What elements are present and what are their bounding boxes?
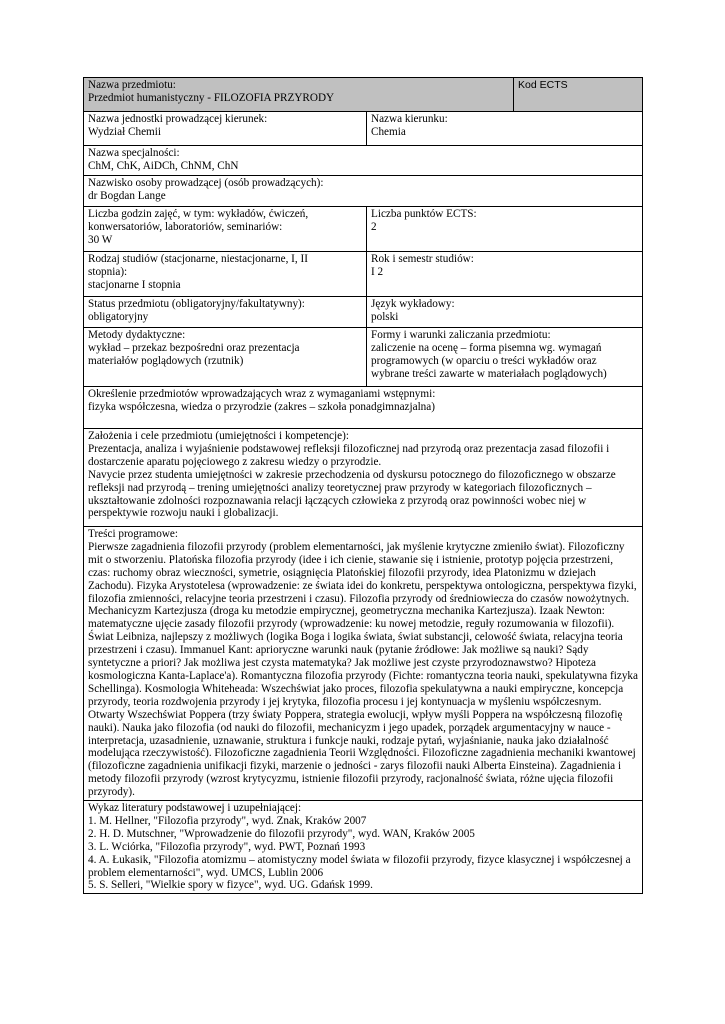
ects-code-label: Kod ECTS [518,79,568,91]
language-label: Język wykładowy: [371,298,455,310]
hours-label-line2: konwersatoriów, laboratoriów, seminariów: [88,220,283,233]
goals-paragraph-2: Navycie przez studenta umiejętności w zakresie przechodzenia od dyskursu potocznego do filozoficznego w obszarze refleksji nad przyrodą – trening umiejętności analizy teoretycznej praw przyrody w kategoriach filozoficznych – ukształtowanie zdolności rozpoznawania relacji łączących człowieka z przyrodą oraz powinności wobec niej w perspektywie rozwoju nauki i globalizacji. [88,468,616,520]
row-unit [84,112,643,146]
assessment-label: Formy i warunki zaliczania przedmiotu: [371,329,551,341]
year-semester-label: Rok i semestr studiów: [371,253,474,265]
subject-label: Nazwa przedmiotu: [88,79,176,91]
methods-label: Metody dydaktyczne: [88,329,186,341]
study-type-cell [84,252,367,297]
row-study-type [84,252,643,297]
lecturer-label: Nazwisko osoby prowadzącej (osób prowadzących): [88,177,324,189]
assessment-line2: programowych (w oparciu o treści wykładów oraz [371,354,597,367]
study-type-value: stacjonarne I stopnia [88,278,181,291]
prerequisites-value: fizyka współczesna, wiedza o przyrodzie (zakres – szkoła ponadgimnazjalna) [88,400,435,413]
ects-points-label: Liczba punktów ECTS: [371,208,477,220]
goals-paragraph-1: Prezentacja, analiza i wyjaśnienie podstawowej refleksji filozoficznej nad przyrodą oraz prezentacja zasad filozofii i dostarczenie aparatu pojęciowego z zakresu wiedzy o przyrodzie. [88,442,610,468]
literature-label: Wykaz literatury podstawowej i uzupełniającej: [88,802,302,815]
syllabus-table [83,77,643,894]
specialties-cell [84,146,643,176]
lecturer-value: dr Bogdan Lange [88,189,166,202]
ects-code-cell [514,78,643,112]
year-semester-value: I 2 [371,265,384,278]
course-syllabus [83,77,642,894]
lecturer-cell [84,176,643,207]
study-type-label-line1: Rodzaj studiów (stacjonarne, niestacjonarne, I, II [88,253,308,265]
methods-line2: materiałów poglądowych (rzutnik) [88,354,244,367]
literature-cell [84,801,643,894]
status-cell [84,297,367,328]
language-value: polski [371,310,399,323]
subject-cell [84,78,514,112]
hours-label-line1: Liczba godzin zajęć, w tym: wykładów, ćwiczeń, [88,208,309,220]
literature-item: 4. A. Łukasik, "Filozofia atomizmu – atomistyczny model świata w filozofii przyrody, fizyce klasycznej i współczesnej a problem elementarności", wyd. UMCS, Lublin 2006 [88,853,631,879]
methods-line1: wykład – przekaz bezpośredni oraz prezentacja [88,341,300,354]
row-literature [84,801,643,894]
assessment-cell [367,328,643,387]
literature-item: 3. L. Wciórka, "Filozofia przyrody", wyd. PWT, Poznań 1993 [88,840,366,853]
methods-cell [84,328,367,387]
row-lecturer [84,176,643,207]
ects-points-cell [367,207,643,252]
row-specialties [84,146,643,176]
content-label: Treści programowe: [88,528,179,540]
literature-item: 5. S. Selleri, "Wielkie spory w fizyce", wyd. UG. Gdańsk 1999. [88,879,373,892]
goals-label: Założenia i cele przedmiotu (umiejętności i kompetencje): [88,430,349,442]
literature-item: 2. H. D. Mutschner, "Wprowadzenie do filozofii przyrody", wyd. WAN, Kraków 2005 [88,827,475,840]
hours-value: 30 W [88,233,113,246]
row-status [84,297,643,328]
unit-value: Wydział Chemii [88,125,161,138]
field-label: Nazwa kierunku: [371,113,448,125]
ects-points-value: 2 [371,220,377,233]
field-cell [367,112,643,146]
row-content [84,527,643,801]
hours-cell [84,207,367,252]
year-semester-cell [367,252,643,297]
subject-value: Przedmiot humanistyczny - FILOZOFIA PRZYRODY [88,91,335,104]
specialties-label: Nazwa specjalności: [88,147,180,159]
literature-item: 1. M. Hellner, "Filozofia przyrody", wyd. Znak, Kraków 2007 [88,814,367,827]
assessment-line1: zaliczenie na ocenę – forma pisemna wg. wymagań [371,341,602,354]
field-value: Chemia [371,125,406,138]
row-methods [84,328,643,387]
content-cell [84,527,643,801]
row-subject [84,78,643,112]
row-goals [84,429,643,527]
prerequisites-cell [84,387,643,429]
study-type-label-line2: stopnia): [88,265,128,278]
unit-label: Nazwa jednostki prowadzącej kierunek: [88,113,268,125]
row-prerequisites [84,387,643,429]
row-hours [84,207,643,252]
content-text: Pierwsze zagadnienia filozofii przyrody (problem elementarności, jak myślenie krytyczne zmieniło świat). Filozoficzny mit o stworzeniu. Platońska filozofia przyrody (idee i ich cienie, stawanie się i istnienie, prototyp pojęcia przestrzeni, czas: ruchomy obraz wieczności, symetrie, osiągnięcia Platońskiej filozofii przyrody, idea Platonizmu w dziejach Zachodu). Fizyka Arystotelesa (wprowadzenie: ze świata idei do konkretu, perspektywa ontologiczna, perspektywa fizyki, filozofia zmienności, relacyjne teoria przestrzeni i czasu). Filozofia przyrody od średniowiecza do czasów nowożytnych. Mechanicyzm Kartezjusza (droga ku metodzie empirycznej, geometryczna mechanika Kartezjusza). Izaak Newton: matematyczne ujęcie zasady filozofii przyrody (wprowadzenie: ku nowej metodzie, reguły rozumowania w filozofii). Świat Leibniza, najlepszy z możliwych (logika Boga i logika świata, świat substancji, celowość świata, relacyjna teoria przestrzeni i czasu). Immanuel Kant: aprioryczne warunki nauk (pytanie źródłowe: Jak możliwe są nauki? Sądy syntetyczne a priori? Jak możliwa jest czysta matematyka? Jak możliwe jest czyste przyrodoznawstwo? Hipoteza kosmologiczna Kanta-Laplace'a). Romantyczna filozofia przyrody (Fichte: romantyczna teoria nauki, spekulatywna fizyka Schellinga). Kosmologia Whiteheada: Wszechświat jako proces, filozofia spekulatywna a nauki empiryczne, koncepcja przyrody, teoria rozdwojenia przyrody i jej krytyka, filozofia procesu i jej kontynuacja w myśleniu współczesnym. Otwarty Wszechświat Poppera (trzy światy Poppera, strategia ewolucji, wpływ myśli Poppera na współczesną filozofię nauki). Nauka jako filozofia (od nauki do filozofii, mechanicyzm i jego upadek, porządek argumentacyjny w nauce - interpretacja, uzasadnienie, uznawanie, struktura i funkcje nauki, rodzaje pytań, wyjaśnianie, nauka jako działalność modelująca rzeczywistość). Filozoficzne zagadnienia Teorii Względności. Filozoficzne zagadnienia mechaniki kwantowej (filozoficzne zagadnienia unifikacji fizyki, marzenie o jedności - zarys filozofii nauki Alberta Einsteina). Zagadnienia i metody filozofii przyrody (wzrost krytycyzmu, istnienie filozofii przyrody, racjonalność świata, różne ujęcia filozofii przyrody). [88,540,638,799]
prerequisites-label: Określenie przedmiotów wprowadzających wraz z wymaganiami wstępnymi: [88,388,436,400]
assessment-line3: wybrane treści zawarte w materiałach poglądowych) [371,367,607,380]
unit-cell [84,112,367,146]
specialties-value: ChM, ChK, AiDCh, ChNM, ChN [88,159,239,172]
language-cell [367,297,643,328]
status-value: obligatoryjny [88,310,149,323]
status-label: Status przedmiotu (obligatoryjny/fakultatywny): [88,298,305,310]
goals-cell [84,429,643,527]
